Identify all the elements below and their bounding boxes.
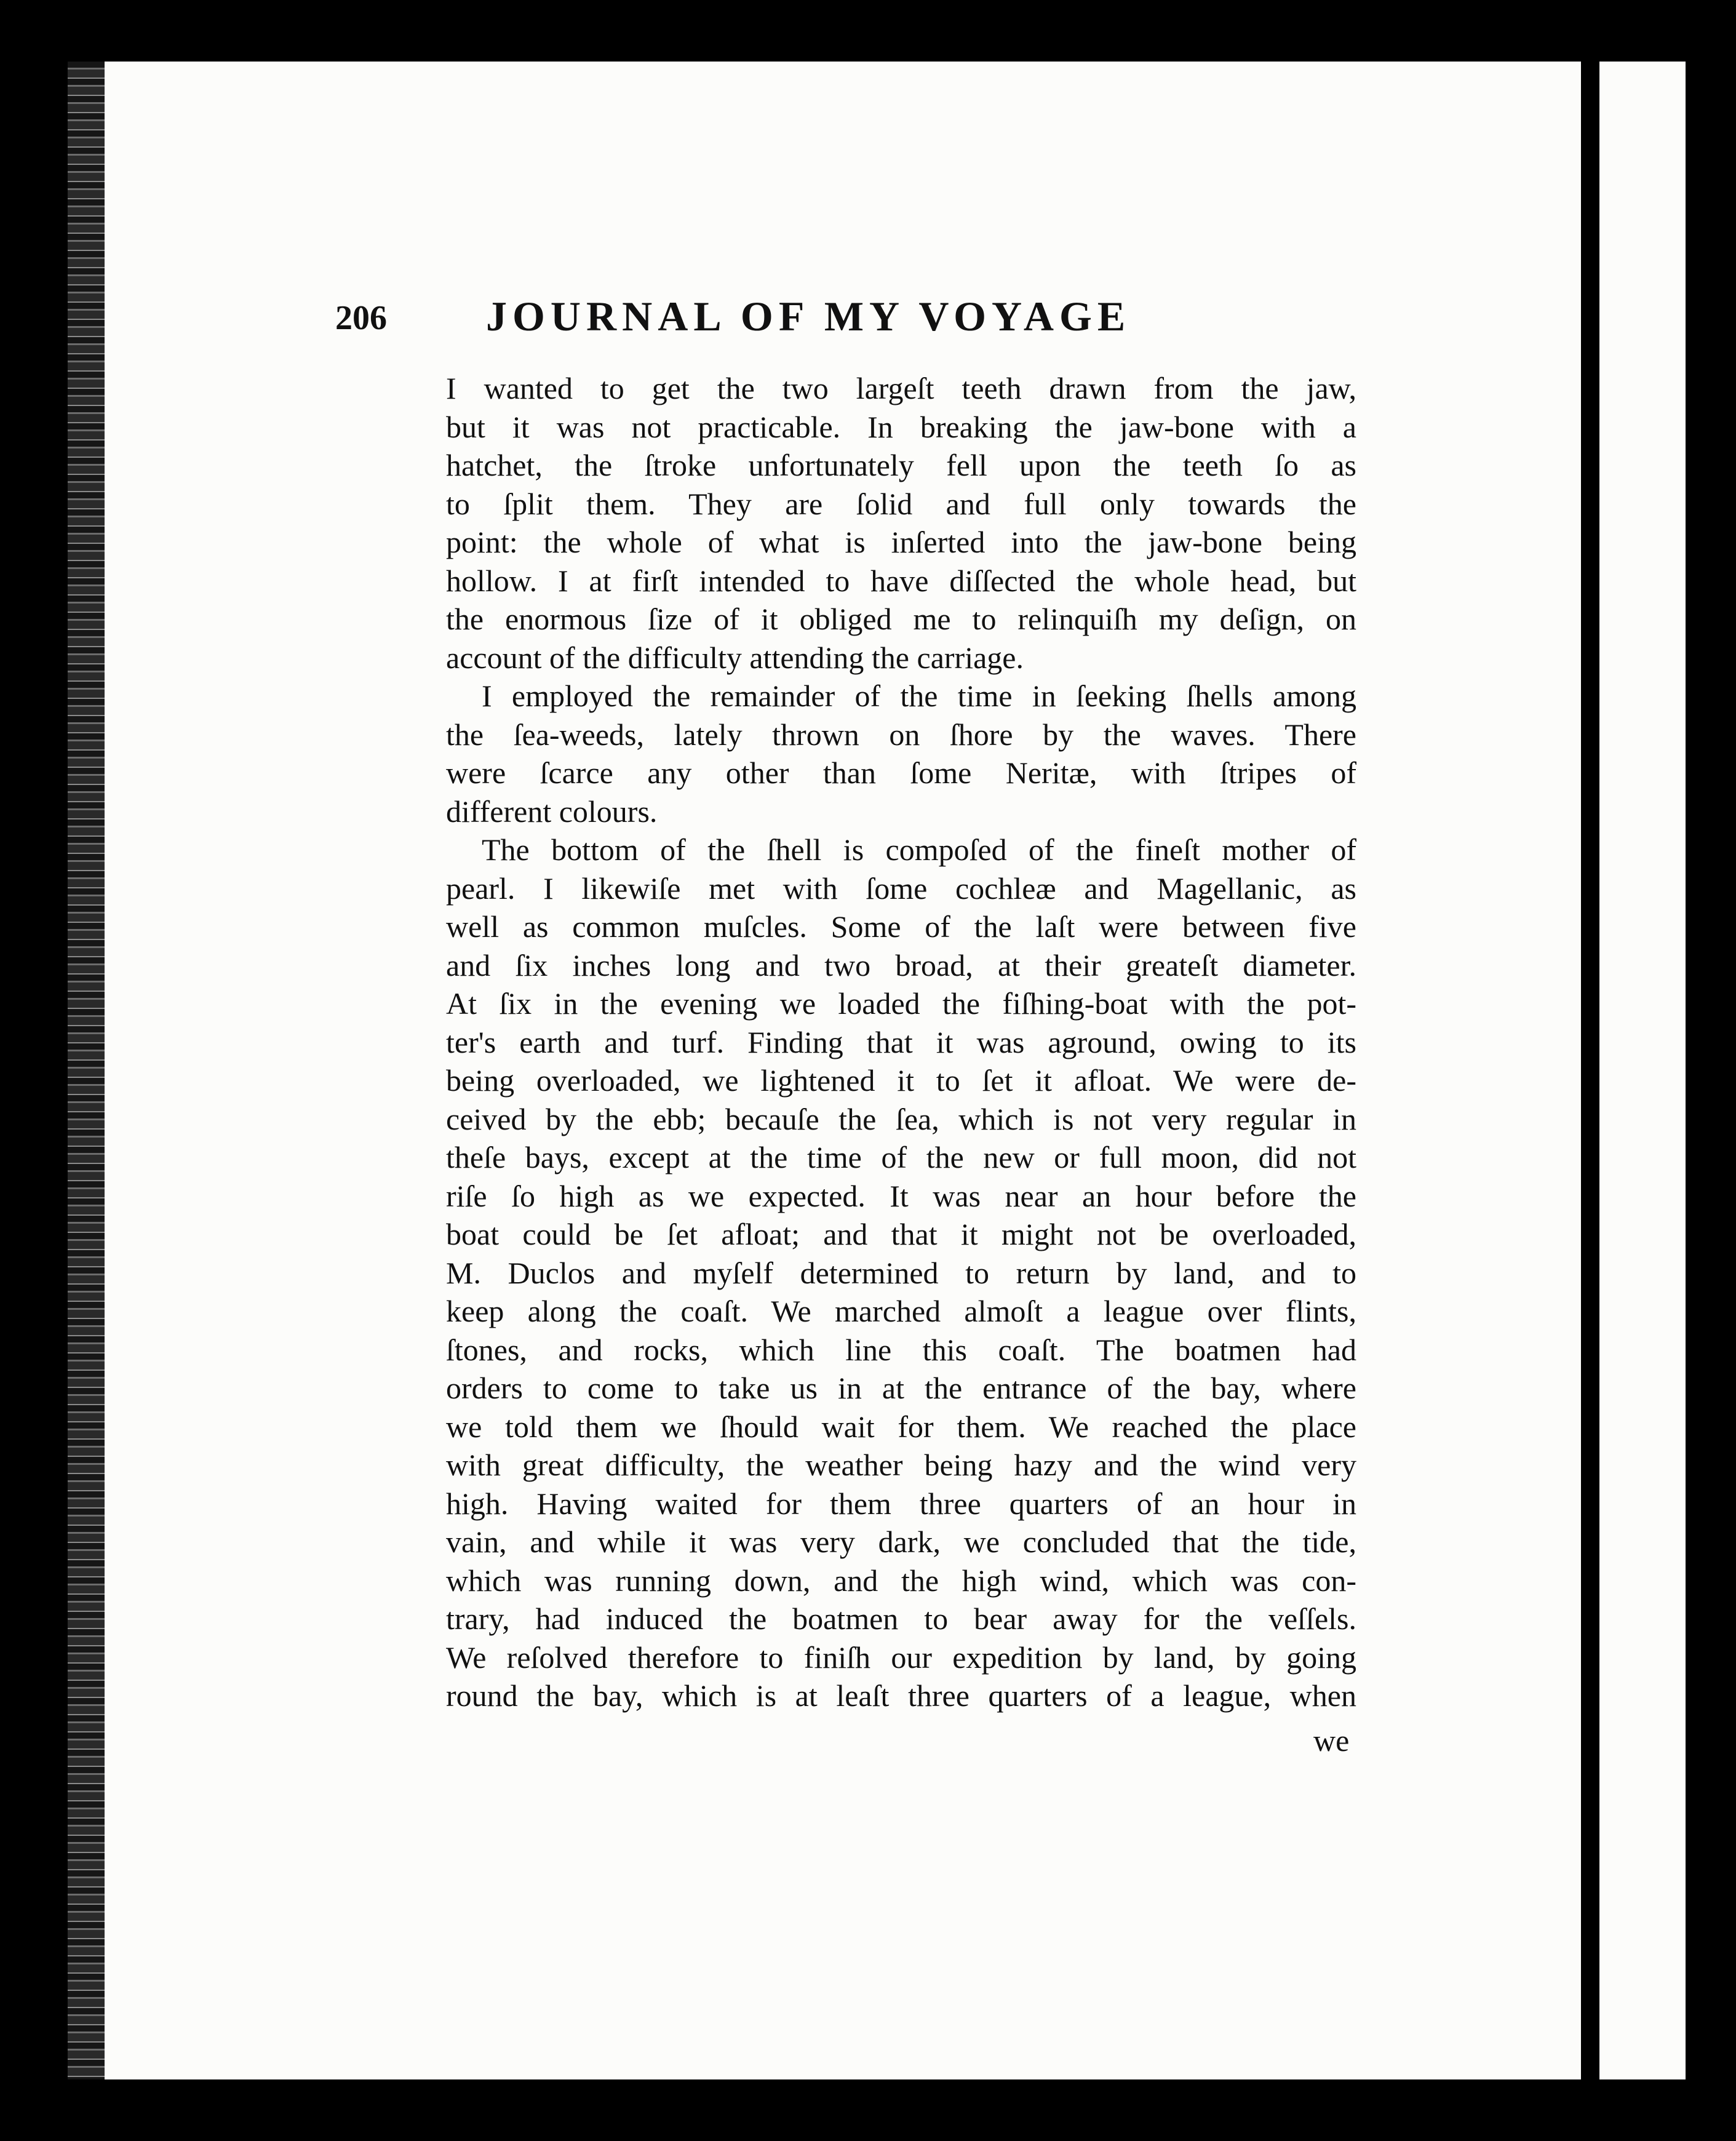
text-line: M. Duclos and myſelf determined to return by land, and to xyxy=(446,1255,1356,1290)
text-line: The bottom of the ſhell is compoſed of the fineſt mother of xyxy=(482,832,1356,867)
text-line: ſtones, and rocks, which line this coaſt. The boatmen had xyxy=(446,1332,1356,1367)
text-line: different colours. xyxy=(446,794,658,829)
text-line: round the bay, which is at leaſt three quarters of a league, when xyxy=(446,1678,1356,1713)
running-head: JOURNAL OF MY VOYAGE xyxy=(486,293,1131,340)
text-line: point: the whole of what is inſerted into the jaw-bone being xyxy=(446,525,1356,559)
text-line: riſe ſo high as we expected. It was near an hour before the xyxy=(446,1178,1356,1213)
text-line: well as common muſcles. Some of the laſt were between five xyxy=(446,909,1356,944)
text-line: we told them we ſhould wait for them. We reached the place xyxy=(446,1409,1356,1444)
text-line: At ſix in the evening we loaded the fiſhing-boat with the pot- xyxy=(446,986,1356,1021)
text-line: with great difficulty, the weather being hazy and the wind very xyxy=(446,1448,1356,1482)
gutter-shadow xyxy=(1581,62,1599,2079)
text-line: theſe bays, except at the time of the new or full moon, did not xyxy=(446,1140,1356,1174)
text-line: vain, and while it was very dark, we concluded that the tide, xyxy=(446,1525,1356,1559)
text-line: hatchet, the ſtroke unfortunately fell upon the teeth ſo as xyxy=(446,448,1356,482)
text-line: boat could be ſet afloat; and that it might not be overloaded, xyxy=(446,1217,1356,1251)
text-line: but it was not practicable. In breaking the jaw-bone with a xyxy=(446,409,1356,444)
text-line: hollow. I at firſt intended to have diſſected the whole head, but xyxy=(446,563,1356,598)
text-line: ter's earth and turf. Finding that it was aground, owing to its xyxy=(446,1024,1356,1059)
text-line: to ſplit them. They are ſolid and full only towards the xyxy=(446,486,1356,521)
facing-page-edge xyxy=(1599,62,1686,2079)
text-line: trary, had induced the boatmen to bear away for the veſſels. xyxy=(446,1601,1356,1636)
text-line: the enormous ſize of it obliged me to relinquiſh my deſign, on xyxy=(446,602,1356,636)
body-text xyxy=(446,369,1356,1715)
text-line: We reſolved therefore to finiſh our expedition by land, by going xyxy=(446,1640,1356,1675)
text-line: ceived by the ebb; becauſe the ſea, which is not very regular in xyxy=(446,1101,1356,1136)
text-line: high. Having waited for them three quarters of an hour in xyxy=(446,1486,1356,1521)
text-line: orders to come to take us in at the entrance of the bay, where xyxy=(446,1371,1356,1405)
page-header xyxy=(335,292,1332,348)
text-line: the ſea-weeds, lately thrown on ſhore by the waves. There xyxy=(446,717,1356,752)
page-number: 206 xyxy=(335,299,387,337)
text-line: and ſix inches long and two broad, at their greateſt diameter. xyxy=(446,947,1356,983)
text-line: were ſcarce any other than ſome Neritæ, with ſtripes of xyxy=(446,756,1356,790)
text-line: pearl. I likewiſe met with ſome cochleæ and Magellanic, as xyxy=(446,871,1356,906)
book-edge xyxy=(68,62,105,2079)
text-line: being overloaded, we lightened it to ſet it afloat. We were de- xyxy=(446,1063,1356,1098)
text-line: account of the difficulty attending the carriage. xyxy=(446,640,1024,675)
text-line: I employed the remainder of the time in ſeeking ſhells among xyxy=(482,679,1356,713)
text-line: keep along the coaſt. We marched almoſt a league over flints, xyxy=(446,1294,1356,1328)
text-line: I wanted to get the two largeſt teeth drawn from the jaw, xyxy=(446,371,1356,405)
text-line: which was running down, and the high wind, which was con- xyxy=(446,1563,1356,1598)
catchword: we xyxy=(1313,1723,1350,1758)
